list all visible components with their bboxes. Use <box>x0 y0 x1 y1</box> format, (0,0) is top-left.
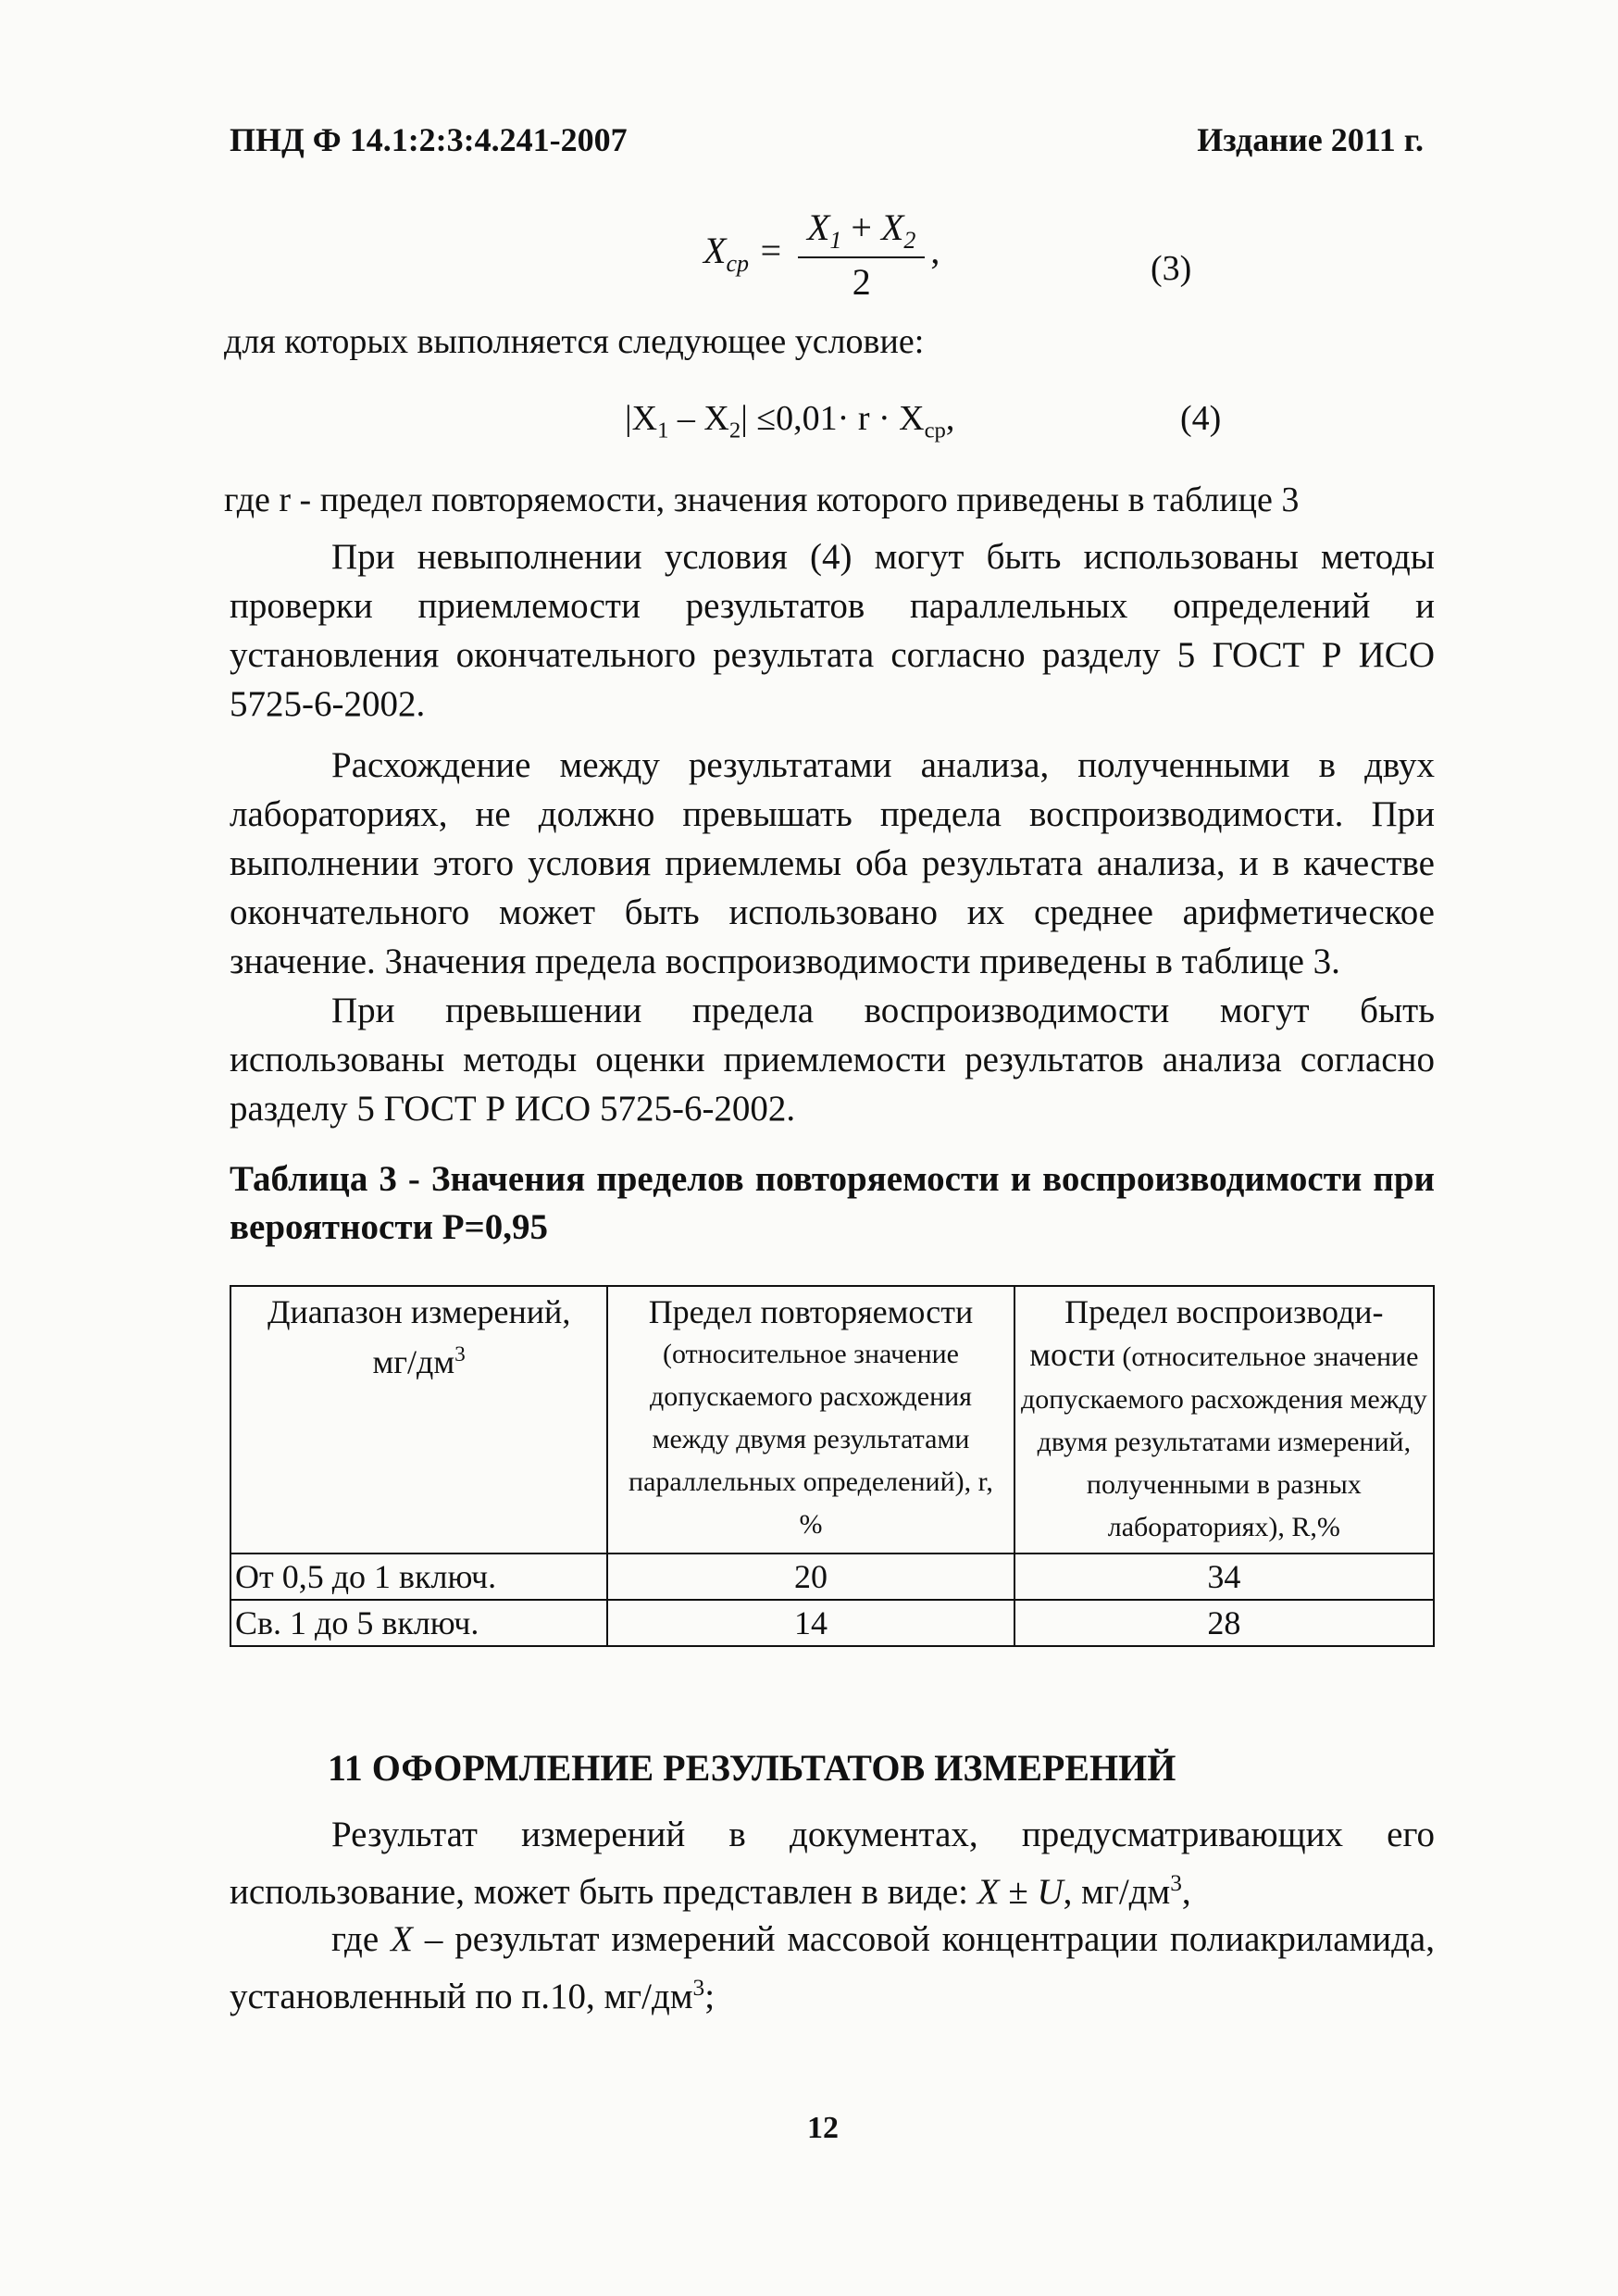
header-repeatability: Предел повторяемости (относительное значение допускаемого расхождения между двумя результатами параллельных определений), r, % <box>607 1286 1014 1554</box>
cell-range: От 0,5 до 1 включ. <box>230 1554 607 1600</box>
header-range: Диапазон измерений, $мг/дм^3$ <box>230 1286 607 1554</box>
formula-3-denominator: 2 <box>852 261 871 303</box>
table-row <box>230 1600 1434 1646</box>
formula-3-numerator: $X_1 + X_2$ <box>798 206 925 258</box>
paragraph-reproducibility-exceeded: При превышении предела воспроизводимости могут быть использованы методы оценки приемлемости результатов анализа согласно разделу 5 ГОСТ Р ИСО 5725-6-2002. <box>230 991 1435 1129</box>
table-row <box>230 1554 1434 1600</box>
cell-repeatability: 14 <box>607 1600 1014 1646</box>
edition-label: Издание 2011 г. <box>1197 121 1424 158</box>
formula-3-fraction <box>798 206 925 304</box>
page-number: 12 <box>807 2111 839 2145</box>
cell-repeatability: 20 <box>607 1554 1014 1600</box>
formula-3-lhs-sub: ср <box>726 250 749 278</box>
formula-3-lhs: X <box>703 230 727 272</box>
section-title: 11 ОФОРМЛЕНИЕ РЕЗУЛЬТАТОВ ИЗМЕРЕНИЙ <box>328 1747 1176 1789</box>
document-code: ПНД Ф 14.1:2:3:4.241-2007 <box>230 121 628 158</box>
limits-table <box>230 1285 1435 1647</box>
equation-number-3: (3) <box>1151 249 1192 288</box>
cell-range: Св. 1 до 5 включ. <box>230 1600 607 1646</box>
table-header-row <box>230 1286 1434 1554</box>
formula-3: $X_{ср}$ = $\frac{X_1 + X_2}{2}$ , <box>703 206 940 303</box>
formula-4: $|X_1 - X_2| \le 0,01\cdot r \cdot X_{ср}$, <box>625 399 955 443</box>
paragraph-result-format: Результат измерений в документах, предусматривающих его использование, может быть представлен в виде: X ± U, $мг/дм^3$, <box>230 1815 1435 1912</box>
paragraph-reproducibility: Расхождение между результатами анализа, полученными в двух лабораториях, не должно превышать предела воспроизводимости. При выполнении этого условия приемлемы оба результата анализа, и в качестве окончательного может быть использовано их среднее арифметическое значение. Значения предела воспроизводимости приведены в таблице 3. <box>230 745 1435 981</box>
paragraph-acceptability-check: При невыполнении условия (4) могут быть использованы методы проверки приемлемости результатов параллельных определений и установления окончательного результата согласно разделу 5 ГОСТ Р ИСО 5725-6-2002. <box>230 537 1435 724</box>
equation-number-4: (4) <box>1180 399 1222 438</box>
table-caption: Таблица 3 - Значения пределов повторяемости и воспроизводимости при вероятности Р=0,95 <box>230 1159 1435 1247</box>
formula-3-comma: , <box>930 230 940 272</box>
cell-reproducibility: 28 <box>1014 1600 1434 1646</box>
condition-intro: для которых выполняется следующее условие: <box>224 322 925 361</box>
paragraph-x-definition: где X – результат измерений массовой концентрации полиакриламида, установленный по п.10, $мг/дм^3$; <box>230 1919 1435 2016</box>
repeatability-definition: где r - предел повторяемости, значения которого приведены в таблице 3 <box>224 480 1300 519</box>
cell-reproducibility: 34 <box>1014 1554 1434 1600</box>
header-reproducibility: Предел воспроизводи- мости (относительное значение допускаемого расхождения между двумя результатами измерений, полученными в разных лабораториях), R,% <box>1014 1286 1434 1554</box>
